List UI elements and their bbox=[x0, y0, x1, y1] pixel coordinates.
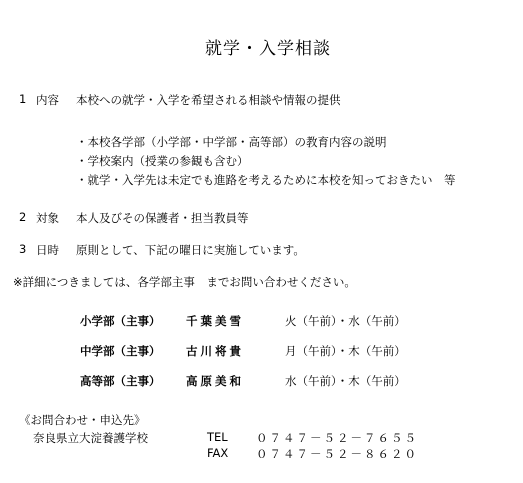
tel-number[interactable]: ０７４７－５２－７６５５ bbox=[256, 431, 418, 445]
page-title: 就学・入学相談 bbox=[205, 39, 331, 59]
section-text: 原則として、下記の曜日に実施しています。 bbox=[76, 243, 305, 257]
department-days: 月（午前）・木（午前） bbox=[285, 344, 406, 358]
department-row bbox=[80, 343, 440, 359]
department-days: 水（午前）・木（午前） bbox=[285, 374, 406, 388]
department-name: 中学部（主事） bbox=[80, 344, 161, 358]
fax-label: FAX bbox=[207, 446, 229, 460]
section-label: 内容 bbox=[36, 93, 59, 107]
department-days: 火（午前）・水（午前） bbox=[285, 314, 406, 328]
bullet-item: ・本校各学部（小学部・中学部・高等部）の教育内容の説明 bbox=[76, 135, 387, 149]
department-person: 古川将貴 bbox=[186, 344, 244, 358]
tel-label: TEL bbox=[207, 430, 228, 444]
department-name: 高等部（主事） bbox=[80, 374, 161, 388]
school-name: 奈良県立大淀養護学校 bbox=[33, 431, 148, 445]
section-text: 本校への就学・入学を希望される相談や情報の提供 bbox=[76, 93, 341, 107]
section-number: 1 bbox=[19, 92, 27, 106]
department-row bbox=[80, 373, 440, 389]
section-text: 本人及びその保護者・担当教員等 bbox=[76, 211, 249, 225]
section-number: 2 bbox=[19, 210, 27, 224]
bullet-item: ・就学・入学先は未定でも進路を考えるために本校を知っておきたい 等 bbox=[76, 173, 456, 187]
fax-number: ０７４７－５２－８６２０ bbox=[256, 447, 418, 461]
contact-heading: 《お問合わせ・申込先》 bbox=[19, 413, 146, 427]
bullet-item: ・学校案内（授業の参観も含む） bbox=[76, 154, 249, 168]
department-name: 小学部（主事） bbox=[80, 314, 161, 328]
section-label: 日時 bbox=[36, 243, 59, 257]
note-text: ※詳細につきましては、各学部主事 までお問い合わせください。 bbox=[13, 275, 356, 289]
department-person: 高原美和 bbox=[186, 374, 244, 388]
section-number: 3 bbox=[19, 242, 27, 256]
section-label: 対象 bbox=[36, 211, 59, 225]
department-row bbox=[80, 313, 440, 329]
department-person: 千葉美雪 bbox=[186, 314, 244, 328]
